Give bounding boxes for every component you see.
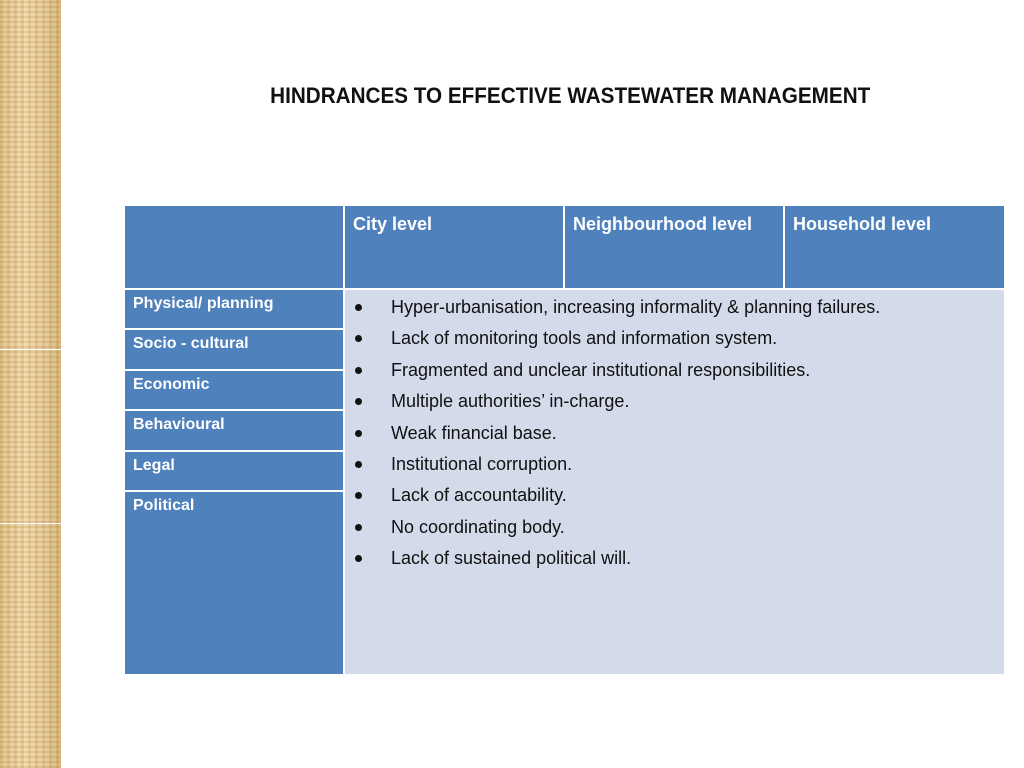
list-item (345, 325, 1004, 356)
bullet-text: Lack of sustained political will. (391, 548, 632, 569)
list-item (345, 545, 1004, 576)
hindrances-bullet-list (345, 294, 1004, 577)
bullet-text: Multiple authorities’ in-charge. (391, 391, 630, 412)
bullet-dot-icon (355, 367, 362, 374)
row-label-economic (125, 371, 343, 409)
bullet-text: Fragmented and unclear institutional responsibilities. (391, 359, 811, 380)
slide-title (0, 83, 1024, 109)
bullet-text: Weak financial base. (391, 422, 557, 443)
row-label-behavioural (125, 411, 343, 450)
bullet-dot-icon (355, 430, 362, 437)
row-label-legal (125, 452, 343, 490)
list-item (345, 514, 1004, 545)
bullet-text: Hyper-urbanisation, increasing informality & planning failures. (391, 297, 881, 317)
bullet-text: Lack of accountability. (391, 485, 567, 506)
bullet-text: No coordinating body. (391, 516, 565, 537)
column-header-neighbourhood-level (565, 206, 783, 288)
column-header-label: City level (353, 214, 433, 234)
list-item (345, 451, 1004, 482)
list-item (345, 294, 1004, 325)
column-header-household-level (785, 206, 1004, 288)
list-item (345, 482, 1004, 513)
list-item (345, 420, 1004, 451)
row-label-text: Political (133, 497, 195, 514)
column-header-label: Household level (793, 214, 932, 234)
column-header-label: Neighbourhood level (573, 214, 753, 234)
corner-header-cell (125, 206, 343, 288)
bullet-text: Lack of monitoring tools and information system. (391, 328, 778, 349)
strip-seam (0, 523, 61, 524)
row-label-text: Legal (133, 457, 175, 474)
hindrances-table (125, 206, 1004, 674)
slide-title-text: HINDRANCES TO EFFECTIVE WASTEWATER MANAGEMENT (269, 83, 871, 108)
bullet-dot-icon (355, 492, 362, 499)
decorative-side-strip (0, 0, 61, 768)
bullet-dot-icon (355, 304, 362, 311)
list-item (345, 388, 1004, 419)
row-label-text: Behavioural (133, 416, 225, 433)
bullet-dot-icon (355, 555, 362, 562)
list-item (345, 357, 1004, 388)
column-header-city-level (345, 206, 563, 288)
bullet-dot-icon (355, 524, 362, 531)
row-label-political (125, 492, 343, 674)
hindrances-content-cell (345, 290, 1004, 674)
row-label-socio-cultural (125, 330, 343, 369)
bullet-dot-icon (355, 335, 362, 342)
row-label-text: Socio - cultural (133, 335, 249, 352)
bullet-text: Institutional corruption. (391, 453, 573, 474)
bullet-dot-icon (355, 398, 362, 405)
row-label-text: Physical/ planning (133, 295, 274, 312)
row-label-physical-planning (125, 290, 343, 328)
strip-seam (0, 349, 61, 350)
bullet-dot-icon (355, 461, 362, 468)
row-label-text: Economic (133, 376, 210, 393)
